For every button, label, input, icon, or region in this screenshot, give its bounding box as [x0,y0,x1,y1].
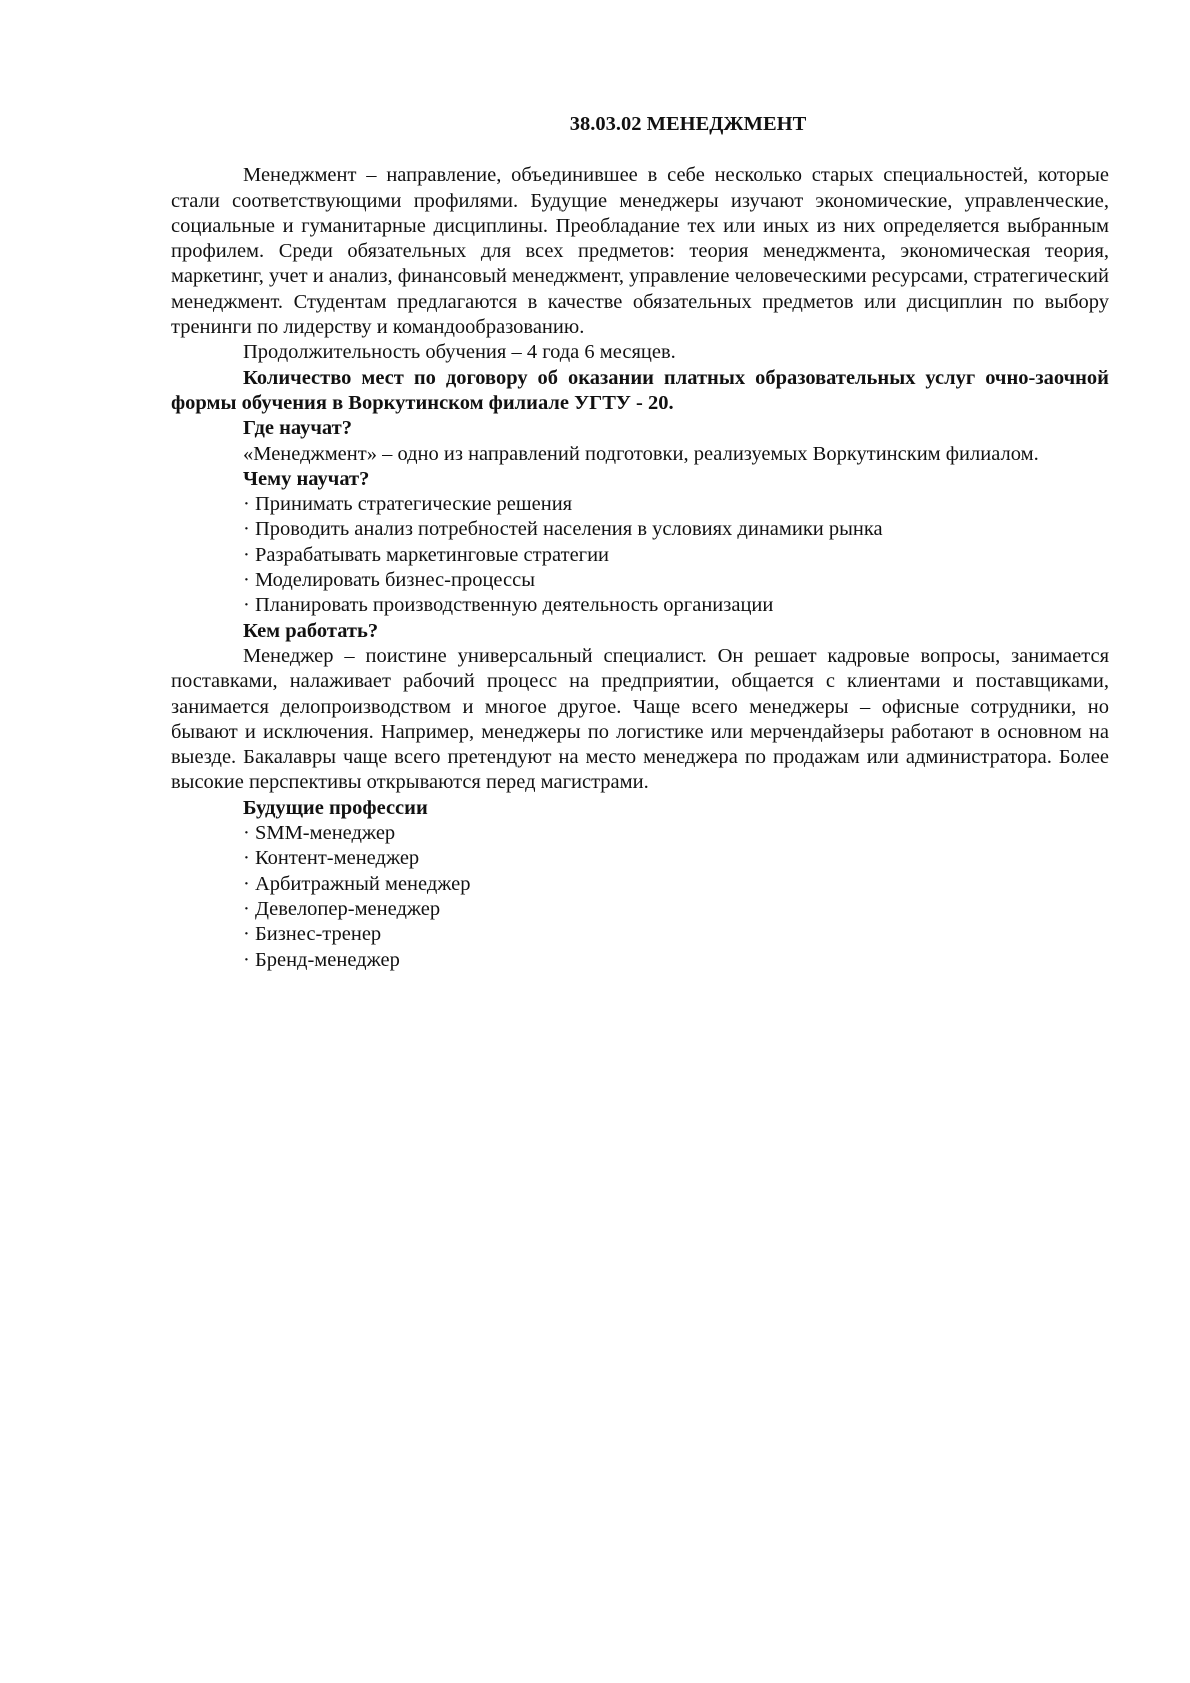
what-heading: Чему научат? [243,467,370,490]
list-item: · Бренд-менеджер [243,948,400,971]
list-item: · Принимать стратегические решения [243,493,573,516]
intro-paragraph: Менеджмент – направление, объединившее в себе несколько старых специальностей, которые стали соответствующими профилями. Будущие менеджеры изучают экономические, управленческие, социальные и гуманитарные дисциплины. Преобладание тех или иных из них определяется выбранным профилем. Среди обязательных для всех предметов: теория менеджмента, экономическая теория, маркетинг, учет и анализ, финансовый менеджмент, управление человеческими ресурсами, стратегический менеджмент. Студентам предлагаются в качестве обязательных предметов или дисциплин по выбору тренинги по лидерству и командообразованию. [171,164,1109,339]
list-item: · Планировать производственную деятельность организации [243,594,774,617]
list-item: · SMM-менеджер [243,822,396,845]
list-item: · Моделировать бизнес-процессы [243,569,535,592]
career-heading: Кем работать? [243,619,379,642]
what-list [171,492,1109,618]
professions-list [171,821,1109,973]
duration-paragraph: Продолжительность обучения – 4 года 6 месяцев. [243,341,676,364]
list-item: · Проводить анализ потребностей населения в условиях динамики рынка [243,518,883,541]
list-item: · Бизнес-тренер [243,923,382,946]
list-item: · Контент-менеджер [243,847,420,870]
career-paragraph: Менеджер – поистине универсальный специалист. Он решает кадровые вопросы, занимается поставками, налаживает рабочий процесс на предприятии, общается с клиентами и поставщиками, занимается делопроизводством и многое другое. Чаще всего менеджеры – офисные сотрудники, но бывают и исключения. Например, менеджеры по логистике или мерчендайзеры работают в основном на выезде. Бакалавры чаще всего претендуют на место менеджера по продажам или администратора. Более высокие перспективы открываются перед магистрами. [171,644,1109,794]
places-paragraph: Количество мест по договору об оказании платных образовательных услуг очно-заочной формы обучения в Воркутинском филиале УГТУ - 20. [171,366,1109,414]
where-text: «Менеджмент» – одно из направлений подготовки, реализуемых Воркутинским филиалом. [243,442,1039,465]
professions-heading: Будущие профессии [243,796,428,819]
list-item: · Разрабатывать маркетинговые стратегии [243,543,610,566]
document-page [171,112,1109,973]
where-heading: Где научат? [243,417,352,440]
document-title: 38.03.02 МЕНЕДЖМЕНТ [569,113,807,135]
list-item: · Девелопер-менеджер [243,897,441,920]
list-item: · Арбитражный менеджер [243,872,471,895]
